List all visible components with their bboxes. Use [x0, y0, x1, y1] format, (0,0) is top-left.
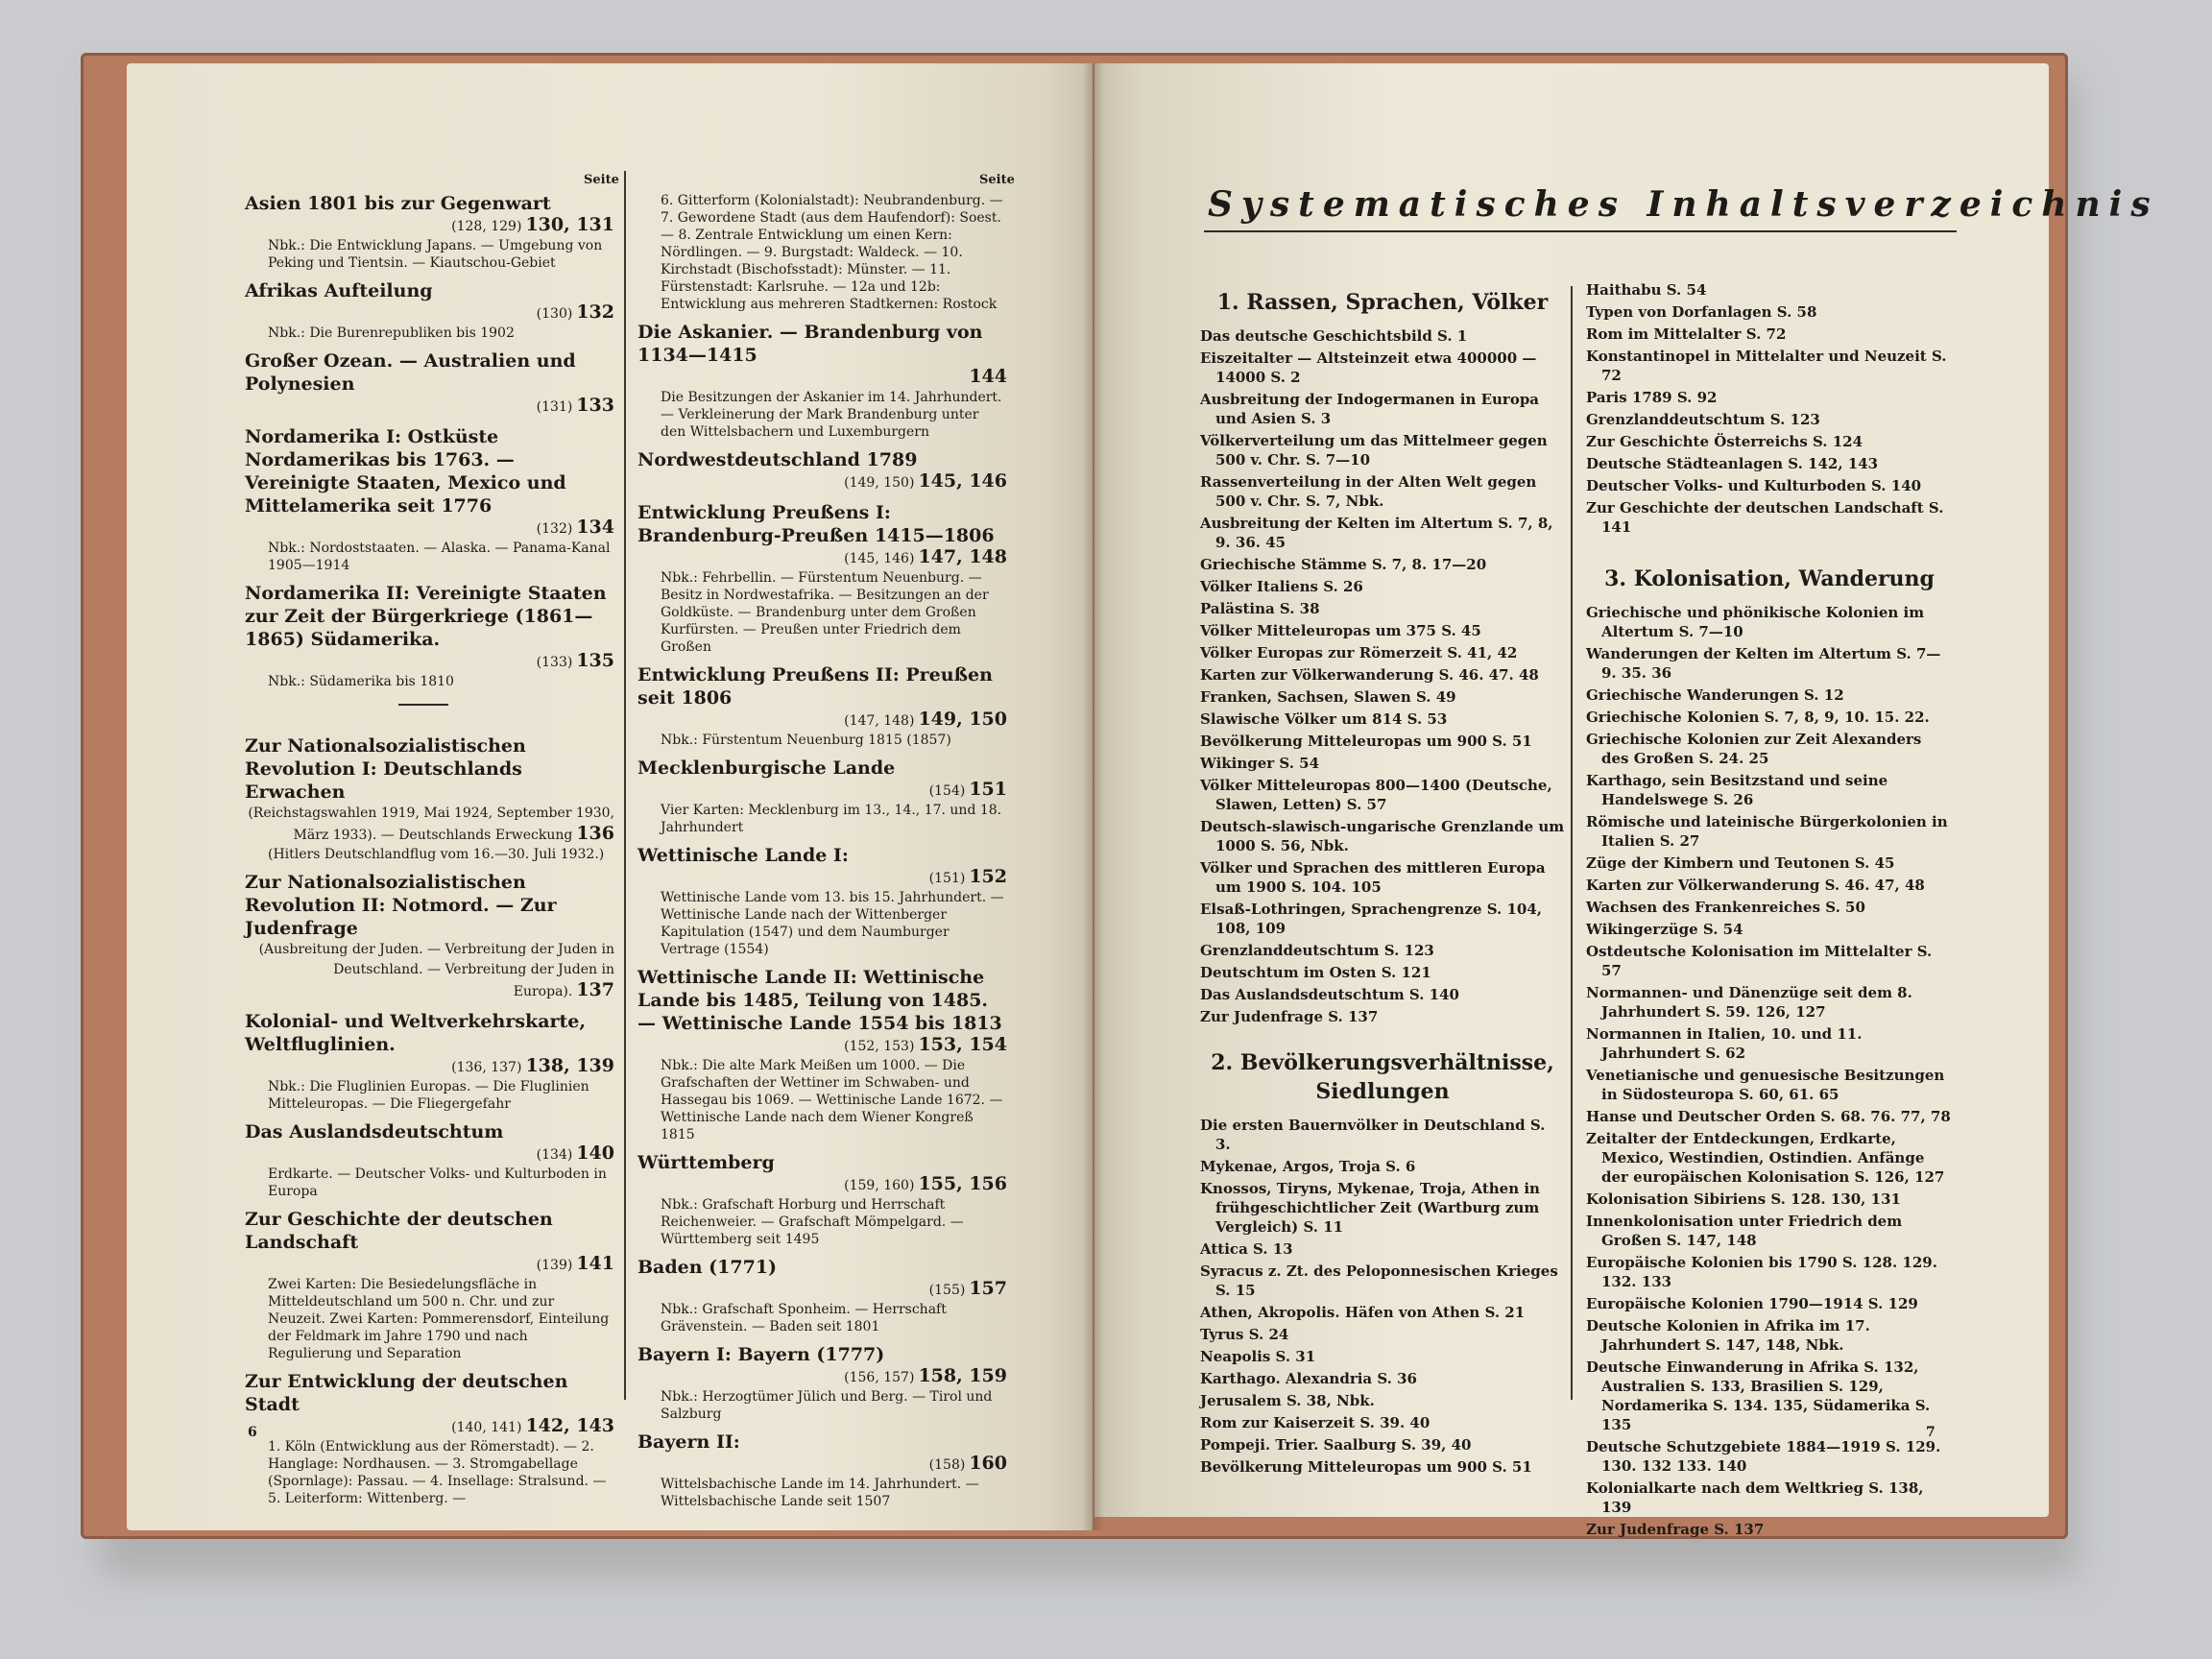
entry-title: Das Auslandsdeutschtum	[245, 1121, 504, 1142]
entry-pages: 153, 154	[918, 1034, 1007, 1055]
entry-page-line	[637, 1035, 1007, 1057]
entry-ref: (159, 160)	[844, 1178, 915, 1193]
toc-item: Zeitalter der Entdeckungen, Erdkarte, Mexico, Westindien, Ostindien. Anfänge der europäischen Kolonisation S. 126, 127	[1586, 1130, 1945, 1186]
entry-title: Bayern I: Bayern (1777)	[637, 1344, 885, 1365]
entry-ref: (154)	[928, 783, 966, 799]
entry-title: Baden (1771)	[637, 1257, 778, 1278]
entry-page-line	[637, 547, 1007, 569]
toc-heading: Systematisches Inhaltsverzeichnis	[1208, 184, 2159, 225]
entry-page-line	[245, 215, 614, 237]
entry-pages: 136	[576, 823, 614, 844]
toc-entry	[637, 757, 1007, 836]
toc-item: Rom im Mittelalter S. 72	[1586, 325, 1787, 343]
entry-ref: (151)	[928, 871, 966, 886]
toc-item: Tyrus S. 24	[1200, 1326, 1289, 1343]
entry-title: Asien 1801 bis zur Gegenwart	[245, 193, 551, 214]
toc-item: Ausbreitung der Indogermanen in Europa und Asien S. 3	[1200, 391, 1540, 427]
toc-item: Rassenverteilung in der Alten Welt gegen 500 v. Chr. S. 7, Nbk.	[1200, 473, 1537, 510]
toc-item: Venetianische und genuesische Besitzungen in Südosteuropa S. 60, 61. 65	[1586, 1067, 1945, 1103]
entry-pages: 130, 131	[525, 214, 614, 235]
entry-note: Die Besitzungen der Askanier im 14. Jahrhundert. — Verkleinerung der Mark Brandenburg unter den Wittelsbachern und Luxemburgern	[661, 390, 1002, 440]
toc-entry	[637, 1431, 1007, 1510]
entry-pages: 134	[576, 517, 614, 538]
toc-item: Deutsch-slawisch-ungarische Grenzlande um 1000 S. 56, Nbk.	[1200, 818, 1565, 854]
right-column-1	[1200, 280, 1565, 1479]
toc-item: Kolonialkarte nach dem Weltkrieg S. 138, 139	[1586, 1479, 1924, 1516]
entry-note: Erdkarte. — Deutscher Volks- und Kulturboden in Europa	[268, 1166, 607, 1199]
entry-note: Vier Karten: Mecklenburg im 13., 14., 17. und 18. Jahrhundert	[661, 803, 1002, 835]
toc-entry	[637, 966, 1007, 1143]
entry-page-line	[245, 302, 614, 325]
entry-note: Nbk.: Nordoststaaten. — Alaska. — Panama-Kanal 1905—1914	[268, 541, 611, 573]
entry-title: Zur Entwicklung der deutschen Stadt	[245, 1371, 568, 1415]
toc-item: Franken, Sachsen, Slawen S. 49	[1200, 688, 1456, 706]
toc-item: Kolonisation Sibiriens S. 128. 130, 131	[1586, 1190, 1901, 1208]
entry-note: Nbk.: Grafschaft Sponheim. — Herrschaft Grävenstein. — Baden seit 1801	[661, 1302, 947, 1334]
toc-item: Völker und Sprachen des mittleren Europa um 1900 S. 104. 105	[1200, 859, 1546, 896]
entry-title: Kolonial- und Weltverkehrskarte, Weltfluglinien.	[245, 1011, 586, 1055]
entry-pages: 144	[969, 366, 1007, 387]
page-number-left: 6	[248, 1425, 257, 1440]
toc-item: Hanse und Deutscher Orden S. 68. 76. 77, 78	[1586, 1108, 1951, 1125]
toc-item: Das deutsche Geschichtsbild S. 1	[1200, 327, 1468, 345]
toc-item: Eiszeitalter — Altsteinzeit etwa 400000 — 14000 S. 2	[1200, 349, 1537, 386]
toc-item: Zur Geschichte Österreichs S. 124	[1586, 433, 1863, 450]
toc-entry	[245, 349, 614, 418]
entry-page-line	[245, 1143, 614, 1166]
entry-ref: (132)	[536, 521, 573, 537]
toc-item: Neapolis S. 31	[1200, 1348, 1316, 1365]
toc-item: Völker Mitteleuropas um 375 S. 45	[1200, 622, 1481, 639]
toc-item: Das Auslandsdeutschtum S. 140	[1200, 986, 1459, 1003]
toc-entry	[637, 448, 1007, 493]
section-divider	[398, 704, 448, 706]
toc-item: Zur Judenfrage S. 137	[1586, 1521, 1765, 1538]
entry-page-line	[245, 517, 614, 540]
entry-title: Entwicklung Preußens I: Brandenburg-Preußen 1415—1806	[637, 502, 995, 546]
entry-page-line	[245, 651, 614, 673]
toc-item: Rom zur Kaiserzeit S. 39. 40	[1200, 1414, 1431, 1431]
toc-item: Karten zur Völkerwanderung S. 46. 47, 48	[1586, 877, 1925, 894]
entry-page-line	[637, 1279, 1007, 1301]
entry-ref: (156, 157)	[844, 1370, 915, 1385]
entry-pages: 149, 150	[918, 709, 1007, 730]
toc-item: Europäische Kolonien bis 1790 S. 128. 129. 132. 133	[1586, 1254, 1937, 1290]
toc-item: Pompeji. Trier. Saalburg S. 39, 40	[1200, 1436, 1472, 1454]
toc-item: Paris 1789 S. 92	[1586, 389, 1718, 406]
entry-title: Zur Nationalsozialistischen Revolution I: Deutschlands Erwachen	[245, 735, 526, 803]
entry-ref: (155)	[928, 1283, 966, 1298]
toc-entry	[245, 1120, 614, 1200]
toc-item: Karten zur Völkerwanderung S. 46. 47. 48	[1200, 666, 1539, 684]
toc-item: Mykenae, Argos, Troja S. 6	[1200, 1158, 1416, 1175]
entry-title: Nordwestdeutschland 1789	[637, 449, 918, 470]
toc-entry	[245, 1208, 614, 1362]
toc-item: Deutsche Einwanderung in Afrika S. 132, Australien S. 133, Brasilien S. 129, Nordamerika S. 134. 135, Südamerika S. 135	[1586, 1358, 1931, 1433]
entry-note: Zwei Karten: Die Besiedelungsfläche in Mitteldeutschland um 500 n. Chr. und zur Neuzeit. Zwei Karten: Pommerensdorf, Einteilung der Feldmark im Jahre 1790 und nach Regulierung und Separation	[268, 1277, 610, 1361]
toc-item: Bevölkerung Mitteleuropas um 900 S. 51	[1200, 1458, 1532, 1476]
toc-item: Griechische und phönikische Kolonien im Altertum S. 7—10	[1586, 604, 1925, 640]
entry-ref: (130)	[536, 306, 573, 322]
toc-entry	[637, 192, 1007, 313]
toc-item: Typen von Dorfanlagen S. 58	[1586, 303, 1817, 321]
entry-ref: (128, 129)	[451, 219, 522, 234]
entry-page-line	[637, 709, 1007, 732]
toc-item: Völker Europas zur Römerzeit S. 41, 42	[1200, 644, 1518, 661]
section-title: 1. Rassen, Sprachen, Völker	[1216, 290, 1549, 315]
toc-item: Zur Geschichte der deutschen Landschaft S. 141	[1586, 499, 1944, 536]
entry-note: 1. Köln (Entwicklung aus der Römerstadt). — 2. Hanglage: Nordhausen. — 3. Stromgabellage (Spornlage): Passau. — 4. Insellage: Stralsund. — 5. Leiterform: Wittenberg. —	[268, 1439, 607, 1506]
entry-pages: 147, 148	[918, 546, 1007, 567]
toc-entry	[245, 1010, 614, 1113]
toc-entry	[245, 734, 614, 863]
toc-heading-rule	[1204, 230, 1957, 232]
toc-item: Syracus z. Zt. des Peloponnesischen Krieges S. 15	[1200, 1262, 1558, 1299]
entry-ref: (140, 141)	[451, 1420, 522, 1435]
entry-note: Nbk.: Herzogtümer Jülich und Berg. — Tirol und Salzburg	[661, 1389, 993, 1422]
section-title: 3. Kolonisation, Wanderung	[1604, 566, 1935, 591]
entry-pages: 137	[576, 979, 614, 1000]
entry-pages: 158, 159	[918, 1365, 1007, 1386]
entry-note: Nbk.: Grafschaft Horburg und Herrschaft Reichenweier. — Grafschaft Mömpelgard. — Württemberg seit 1495	[661, 1197, 964, 1247]
entry-ref: (131)	[536, 399, 573, 415]
entry-ref: (149, 150)	[844, 475, 915, 491]
entry-title: Großer Ozean. — Australien und Polynesien	[245, 350, 576, 395]
entry-note: Nbk.: Die Entwicklung Japans. — Umgebung von Peking und Tientsin. — Kiautschou-Gebiet	[268, 238, 603, 271]
toc-item: Griechische Stämme S. 7, 8. 17—20	[1200, 556, 1487, 573]
toc-item: Griechische Kolonien zur Zeit Alexanders des Großen S. 24. 25	[1586, 731, 1922, 767]
entry-pages: 152	[969, 866, 1007, 887]
page-number-right: 7	[1926, 1425, 1936, 1440]
toc-item: Innenkolonisation unter Friedrich dem Großen S. 147, 148	[1586, 1213, 1903, 1249]
toc-entry	[245, 192, 614, 272]
entry-page-line	[637, 367, 1007, 389]
left-column-2	[637, 192, 1007, 1518]
spacer	[1200, 1029, 1565, 1041]
toc-item: Karthago. Alexandria S. 36	[1200, 1370, 1417, 1387]
entry-title: Württemberg	[637, 1152, 775, 1173]
toc-entry	[245, 425, 614, 574]
entry-ref: (Ausbreitung der Juden. — Verbreitung der Juden in Deutschland. — Verbreitung der Juden in Europa).	[258, 942, 614, 999]
toc-item: Deutsche Städteanlagen S. 142, 143	[1586, 455, 1879, 472]
seite-label-col2: Seite	[979, 173, 1015, 187]
entry-page-line	[245, 396, 614, 418]
toc-item: Normannen- und Dänenzüge seit dem 8. Jahrhundert S. 59. 126, 127	[1586, 984, 1912, 1021]
toc-item: Züge der Kimbern und Teutonen S. 45	[1586, 854, 1895, 872]
entry-pages: 141	[576, 1253, 614, 1274]
entry-pages: 151	[969, 779, 1007, 800]
entry-pages: 155, 156	[918, 1173, 1007, 1194]
entry-page-line	[245, 1254, 614, 1276]
entry-note: Nbk.: Fehrbellin. — Fürstentum Neuenburg. — Besitz in Nordwestafrika. — Besitzungen an der Goldküste. — Brandenburg unter dem Großen Kurfürsten. — Preußen unter Friedrich dem Großen	[661, 570, 989, 655]
entry-note: Nbk.: Die Fluglinien Europas. — Die Fluglinien Mitteleuropas. — Die Fliegergefahr	[268, 1079, 589, 1112]
toc-entry	[245, 871, 614, 1002]
toc-item: Palästina S. 38	[1200, 600, 1320, 617]
toc-item: Wanderungen der Kelten im Altertum S. 7—9. 35. 36	[1586, 645, 1941, 682]
toc-item: Jerusalem S. 38, Nbk.	[1200, 1392, 1375, 1409]
toc-item: Elsaß-Lothringen, Sprachengrenze S. 104, 108, 109	[1200, 901, 1543, 937]
toc-item: Griechische Kolonien S. 7, 8, 9, 10. 15. 22.	[1586, 709, 1930, 726]
entry-pages: 160	[969, 1453, 1007, 1474]
entry-pages: 133	[576, 395, 614, 416]
entry-ref: (145, 146)	[844, 551, 915, 566]
toc-item: Ausbreitung der Kelten im Altertum S. 7, 8, 9. 36. 45	[1200, 515, 1553, 551]
toc-item: Haithabu S. 54	[1586, 281, 1707, 299]
entry-ref: (133)	[536, 655, 573, 670]
entry-ref: (Reichstagswahlen 1919, Mai 1924, September 1930, März 1933). — Deutschlands Erweckung	[248, 805, 614, 843]
toc-entry	[637, 501, 1007, 656]
entry-page-line	[245, 940, 614, 1002]
entry-title: Entwicklung Preußens II: Preußen seit 1806	[637, 664, 993, 709]
toc-item: Knossos, Tiryns, Mykenae, Troja, Athen in frühgeschichtlicher Zeit (Wartburg zum Vergleich) S. 11	[1200, 1180, 1540, 1236]
entry-pages: 138, 139	[525, 1055, 614, 1076]
toc-item: Völker Italiens S. 26	[1200, 578, 1363, 595]
entry-note: Nbk.: Fürstentum Neuenburg 1815 (1857)	[661, 733, 951, 748]
toc-entry	[637, 1343, 1007, 1423]
toc-item: Völker Mitteleuropas 800—1400 (Deutsche, Slawen, Letten) S. 57	[1200, 777, 1552, 813]
toc-item: Slawische Völker um 814 S. 53	[1200, 710, 1448, 728]
entry-title: Wettinische Lande I:	[637, 845, 849, 866]
toc-item: Grenzlanddeutschtum S. 123	[1586, 411, 1820, 428]
entry-ref: (147, 148)	[844, 713, 915, 729]
entry-note: Nbk.: Südamerika bis 1810	[268, 674, 454, 689]
book-gutter	[1083, 63, 1104, 1530]
toc-item: Römische und lateinische Bürgerkolonien in Italien S. 27	[1586, 813, 1948, 850]
entry-page-line	[637, 1454, 1007, 1476]
entry-title: Zur Geschichte der deutschen Landschaft	[245, 1209, 553, 1253]
entry-title: Nordamerika I: Ostküste Nordamerikas bis 1763. — Vereinigte Staaten, Mexico und Mittelamerika seit 1776	[245, 426, 566, 517]
toc-item: Athen, Akropolis. Häfen von Athen S. 21	[1200, 1304, 1526, 1321]
toc-item: Attica S. 13	[1200, 1240, 1293, 1258]
entry-page-line	[637, 1174, 1007, 1196]
entry-page-line	[637, 1366, 1007, 1388]
entry-ref: (158)	[928, 1457, 966, 1473]
entry-note: Nbk.: Die alte Mark Meißen um 1000. — Die Grafschaften der Wettiner im Schwaben- und Hassegau bis 1069. — Wettinische Lande 1672. — Wettinische Lande nach dem Wiener Kongreß 1815	[661, 1058, 1003, 1142]
toc-item: Europäische Kolonien 1790—1914 S. 129	[1586, 1295, 1918, 1312]
entry-pages: 145, 146	[918, 470, 1007, 492]
entry-note: 6. Gitterform (Kolonialstadt): Neubrandenburg. — 7. Gewordene Stadt (aus dem Haufendorf): Soest. — 8. Zentrale Entwicklung um einen Kern: Nördlingen. — 9. Burgstadt: Waldeck. — 10. Kirchstadt (Bischofsstadt): Münster. — 11. Fürstenstadt: Karlsruhe. — 12a und 12b: Entwicklung aus mehreren Stadtkernen: Rostock	[661, 193, 1003, 312]
toc-entry	[637, 844, 1007, 958]
toc-item: Deutsche Schutzgebiete 1884—1919 S. 129. 130. 132 133. 140	[1586, 1438, 1941, 1475]
toc-entry	[637, 321, 1007, 441]
right-column-2	[1586, 280, 1953, 1542]
seite-label-col1: Seite	[584, 173, 619, 187]
toc-item: Die ersten Bauernvölker in Deutschland S. 3.	[1200, 1117, 1546, 1153]
toc-item: Normannen in Italien, 10. und 11. Jahrhundert S. 62	[1586, 1025, 1863, 1062]
toc-item: Deutsche Kolonien in Afrika im 17. Jahrhundert S. 147, 148, Nbk.	[1586, 1317, 1870, 1354]
toc-entry	[245, 279, 614, 342]
entry-title: Afrikas Aufteilung	[245, 280, 433, 301]
entry-ref: (136, 137)	[451, 1060, 522, 1075]
entry-ref: (134)	[536, 1147, 573, 1163]
entry-page-line	[245, 1056, 614, 1078]
entry-title: Nordamerika II: Vereinigte Staaten zur Zeit der Bürgerkriege (1861—1865) Südamerika.	[245, 583, 607, 650]
toc-item: Ostdeutsche Kolonisation im Mittelalter S. 57	[1586, 943, 1933, 979]
entry-page-line	[637, 867, 1007, 889]
entry-note: (Hitlers Deutschlandflug vom 16.—30. Juli 1932.)	[268, 847, 605, 862]
spacer	[1586, 540, 1953, 557]
toc-item: Wikingerzüge S. 54	[1586, 921, 1743, 938]
column-divider-right	[1571, 286, 1573, 1400]
entry-pages: 157	[969, 1278, 1007, 1299]
toc-item: Wikinger S. 54	[1200, 755, 1320, 772]
column-divider-left	[624, 171, 626, 1400]
entry-note: Nbk.: Die Burenrepubliken bis 1902	[268, 325, 515, 341]
entry-ref: (139)	[536, 1258, 573, 1273]
entry-title: Mecklenburgische Lande	[637, 757, 896, 779]
entry-title: Zur Nationalsozialistischen Revolution II: Notmord. — Zur Judenfrage	[245, 872, 557, 939]
toc-item: Konstantinopel in Mittelalter und Neuzeit S. 72	[1586, 348, 1947, 384]
entry-page-line	[637, 780, 1007, 802]
entry-note: Wettinische Lande vom 13. bis 15. Jahrhundert. — Wettinische Lande nach der Wittenberger Kapitulation (1547) und dem Naumburger Vertrage (1554)	[661, 890, 1004, 957]
entry-ref: (152, 153)	[844, 1039, 915, 1054]
toc-item: Wachsen des Frankenreiches S. 50	[1586, 899, 1865, 916]
toc-entry	[245, 1370, 614, 1507]
toc-item: Deutschtum im Osten S. 121	[1200, 964, 1431, 981]
section-title: 2. Bevölkerungsverhältnisse, Siedlungen	[1211, 1050, 1554, 1104]
toc-item: Griechische Wanderungen S. 12	[1586, 686, 1844, 704]
entry-page-line	[245, 1416, 614, 1438]
entry-pages: 132	[576, 301, 614, 323]
entry-title: Bayern II:	[637, 1431, 740, 1453]
toc-item: Karthago, sein Besitzstand und seine Handelswege S. 26	[1586, 772, 1888, 808]
entry-pages: 140	[576, 1142, 614, 1164]
toc-item: Bevölkerung Mitteleuropas um 900 S. 51	[1200, 733, 1532, 750]
toc-item: Völkerverteilung um das Mittelmeer gegen 500 v. Chr. S. 7—10	[1200, 432, 1548, 469]
entry-pages: 142, 143	[525, 1415, 614, 1436]
entry-note: Wittelsbachische Lande im 14. Jahrhundert. — Wittelsbachische Lande seit 1507	[661, 1477, 979, 1509]
entry-page-line	[245, 804, 614, 846]
entry-title: Die Askanier. — Brandenburg von 1134—1415	[637, 322, 983, 366]
toc-entry	[637, 1256, 1007, 1335]
toc-entry	[637, 1151, 1007, 1248]
toc-item: Zur Judenfrage S. 137	[1200, 1008, 1379, 1025]
left-column-1	[245, 192, 614, 1515]
entry-page-line	[637, 471, 1007, 493]
toc-entry	[245, 582, 614, 690]
toc-item: Grenzlanddeutschtum S. 123	[1200, 942, 1434, 959]
toc-item: Deutscher Volks- und Kulturboden S. 140	[1586, 477, 1922, 494]
toc-entry	[637, 663, 1007, 749]
entry-pages: 135	[576, 650, 614, 671]
entry-title: Wettinische Lande II: Wettinische Lande bis 1485, Teilung von 1485. — Wettinische Lande 1554 bis 1813	[637, 967, 1002, 1034]
